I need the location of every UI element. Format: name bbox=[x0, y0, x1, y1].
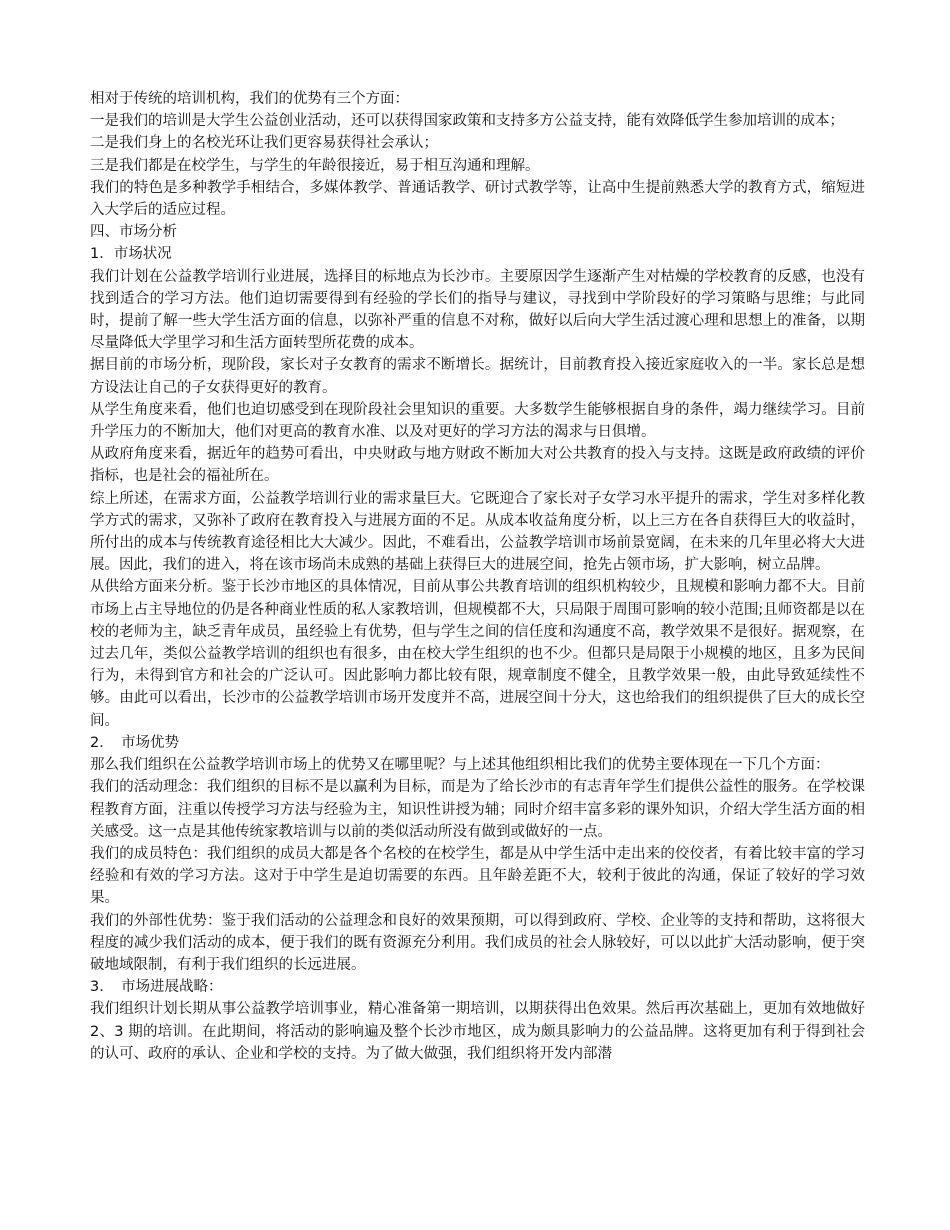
paragraph: 一是我们的培训是大学生公益创业活动，还可以获得国家政策和支持多方公益支持，能有效降低学生参加培训的成本； bbox=[90, 113, 844, 130]
paragraph: 我们的外部性优势：鉴于我们活动的公益理念和良好的效果预期，可以得到政府、学校、企业等的支持和帮助，这将很大程度的减少我们活动的成本，便于我们的既有资源充分利用。我们成员的社会人脉较好，可以以此扩大活动影响，便于突破地域限制，有利于我们组织的长远进展。 bbox=[90, 912, 865, 973]
paragraph: 综上所述，在需求方面，公益教学培训行业的需求量巨大。它既迎合了家长对子女学习水平提升的需求，学生对多样化教学方式的需求，又弥补了政府在教育投入与进展方面的不足。从成本收益角度分析，以上三方在各自获得巨大的收益时，所付出的成本与传统教育途径相比大大减少。因此，不难看出，公益教学培训市场前景宽阔，在未来的几年里必将大大进展。因此，我们的进入，将在该市场尚未成熟的基础上获得巨大的进展空间，抢先占领市场，扩大影响，树立品牌。 bbox=[90, 490, 865, 574]
subsection-heading: 2． 市场优势 bbox=[90, 734, 179, 751]
document-body bbox=[90, 88, 865, 1065]
subsection-heading: 3． 市场进展战略： bbox=[90, 979, 223, 996]
paragraph: 从政府角度来看，据近年的趋势可看出，中央财政与地方财政不断加大对公共教育的投入与支持。这既是政府政绩的评价指标，也是社会的福祉所在。 bbox=[90, 446, 865, 485]
paragraph: 据目前的市场分析，现阶段，家长对子女教育的需求不断增长。据统计，目前教育投入接近家庭收入的一半。家长总是想方设法让自己的子女获得更好的教育。 bbox=[90, 357, 865, 396]
paragraph: 我们组织计划长期从事公益教学培训事业，精心准备第一期培训，以期获得出色效果。然后再次基础上，更加有效地做好 2、3 期的培训。在此期间，将活动的影响遍及整个长沙市地区，成为颇具影响力的公益品牌。这将更加有利于得到社会的认可、政府的承认、企业和学校的支持。为了做大做强，我们组织将开发内部潜 bbox=[90, 1001, 865, 1062]
paragraph: 相对于传统的培训机构，我们的优势有三个方面： bbox=[90, 91, 409, 107]
paragraph: 我们的活动理念：我们组织的目标不是以赢利为目标，而是为了给长沙市的有志青年学生们提供公益性的服务。在学校课程教育方面，注重以传授学习方法与经验为主，知识性讲授为辅；同时介绍丰富多彩的课外知识，介绍大学生活方面的相关感受。这一点是其他传统家教培训与以前的类似活动所没有做到或做好的一点。 bbox=[90, 779, 865, 840]
section-heading: 四、市场分析 bbox=[90, 224, 177, 241]
paragraph: 二是我们身上的名校光环让我们更容易获得社会承认； bbox=[90, 135, 438, 152]
paragraph: 我们的成员特色：我们组织的成员大都是各个名校的在校学生，都是从中学生活中走出来的佼佼者，有着比较丰富的学习经验和有效的学习方法。这对于中学生是迫切需要的东西。且年龄差距不大，较利于彼此的沟通，保证了较好的学习效果。 bbox=[90, 845, 865, 907]
paragraph: 那么我们组织在公益教学培训市场上的优势又在哪里呢？与上述其他组织相比我们的优势主要体现在一下几个方面： bbox=[90, 757, 830, 774]
subsection-heading: 1．市场状况 bbox=[90, 246, 172, 263]
paragraph: 我们的特色是多种教学手相结合，多媒体教学、普通话教学、研讨式教学等，让高中生提前熟悉大学的教育方式，缩短进入大学后的适应过程。 bbox=[90, 179, 865, 219]
paragraph: 三是我们都是在校学生，与学生的年龄很接近，易于相互沟通和理解。 bbox=[90, 157, 540, 174]
paragraph: 从学生角度来看，他们也迫切感受到在现阶段社会里知识的重要。大多数学生能够根据自身的条件，竭力继续学习。目前升学压力的不断加大，他们对更高的教育水准、以及对更好的学习方法的渴求与日俱增。 bbox=[90, 401, 865, 441]
paragraph: 从供给方面来分析。鉴于长沙市地区的具体情况，目前从事公共教育培训的组织机构较少，且规模和影响力都不大。目前市场上占主导地位的仍是各种商业性质的私人家教培训，但规模都不大，只局限于周围可影响的较小范围;且师资都是以在校的老师为主，缺乏青年成员，虽经验上有优势，但与学生之间的信任度和沟通度不高，教学效果不是很好。据观察，在过去几年，类似公益教学培训的组织也有很多，由在校大学生组织的也不少。但都只是局限于小规模的地区，且多为民间行为，未得到官方和社会的广泛认可。因此影响力都比较有限，规章制度不健全，且教学效果一般，由此导致延续性不够。由此可以看出，长沙市的公益教学培训市场开发度并不高，进展空间十分大，这也给我们的组织提供了巨大的成长空间。 bbox=[90, 579, 865, 729]
paragraph: 我们计划在公益教学培训行业进展，选择目的标地点为长沙市。主要原因学生逐渐产生对枯燥的学校教育的反感，也没有找到适合的学习方法。他们迫切需要得到有经验的学长们的指导与建议，寻找到中学阶段好的学习策略与思维；与此同时，提前了解一些大学生活方面的信息，以弥补严重的信息不对称，做好以后向大学生活过渡心理和思想上的准备，以期尽量降低大学里学习和生活方面转型所花费的成本。 bbox=[90, 268, 865, 352]
